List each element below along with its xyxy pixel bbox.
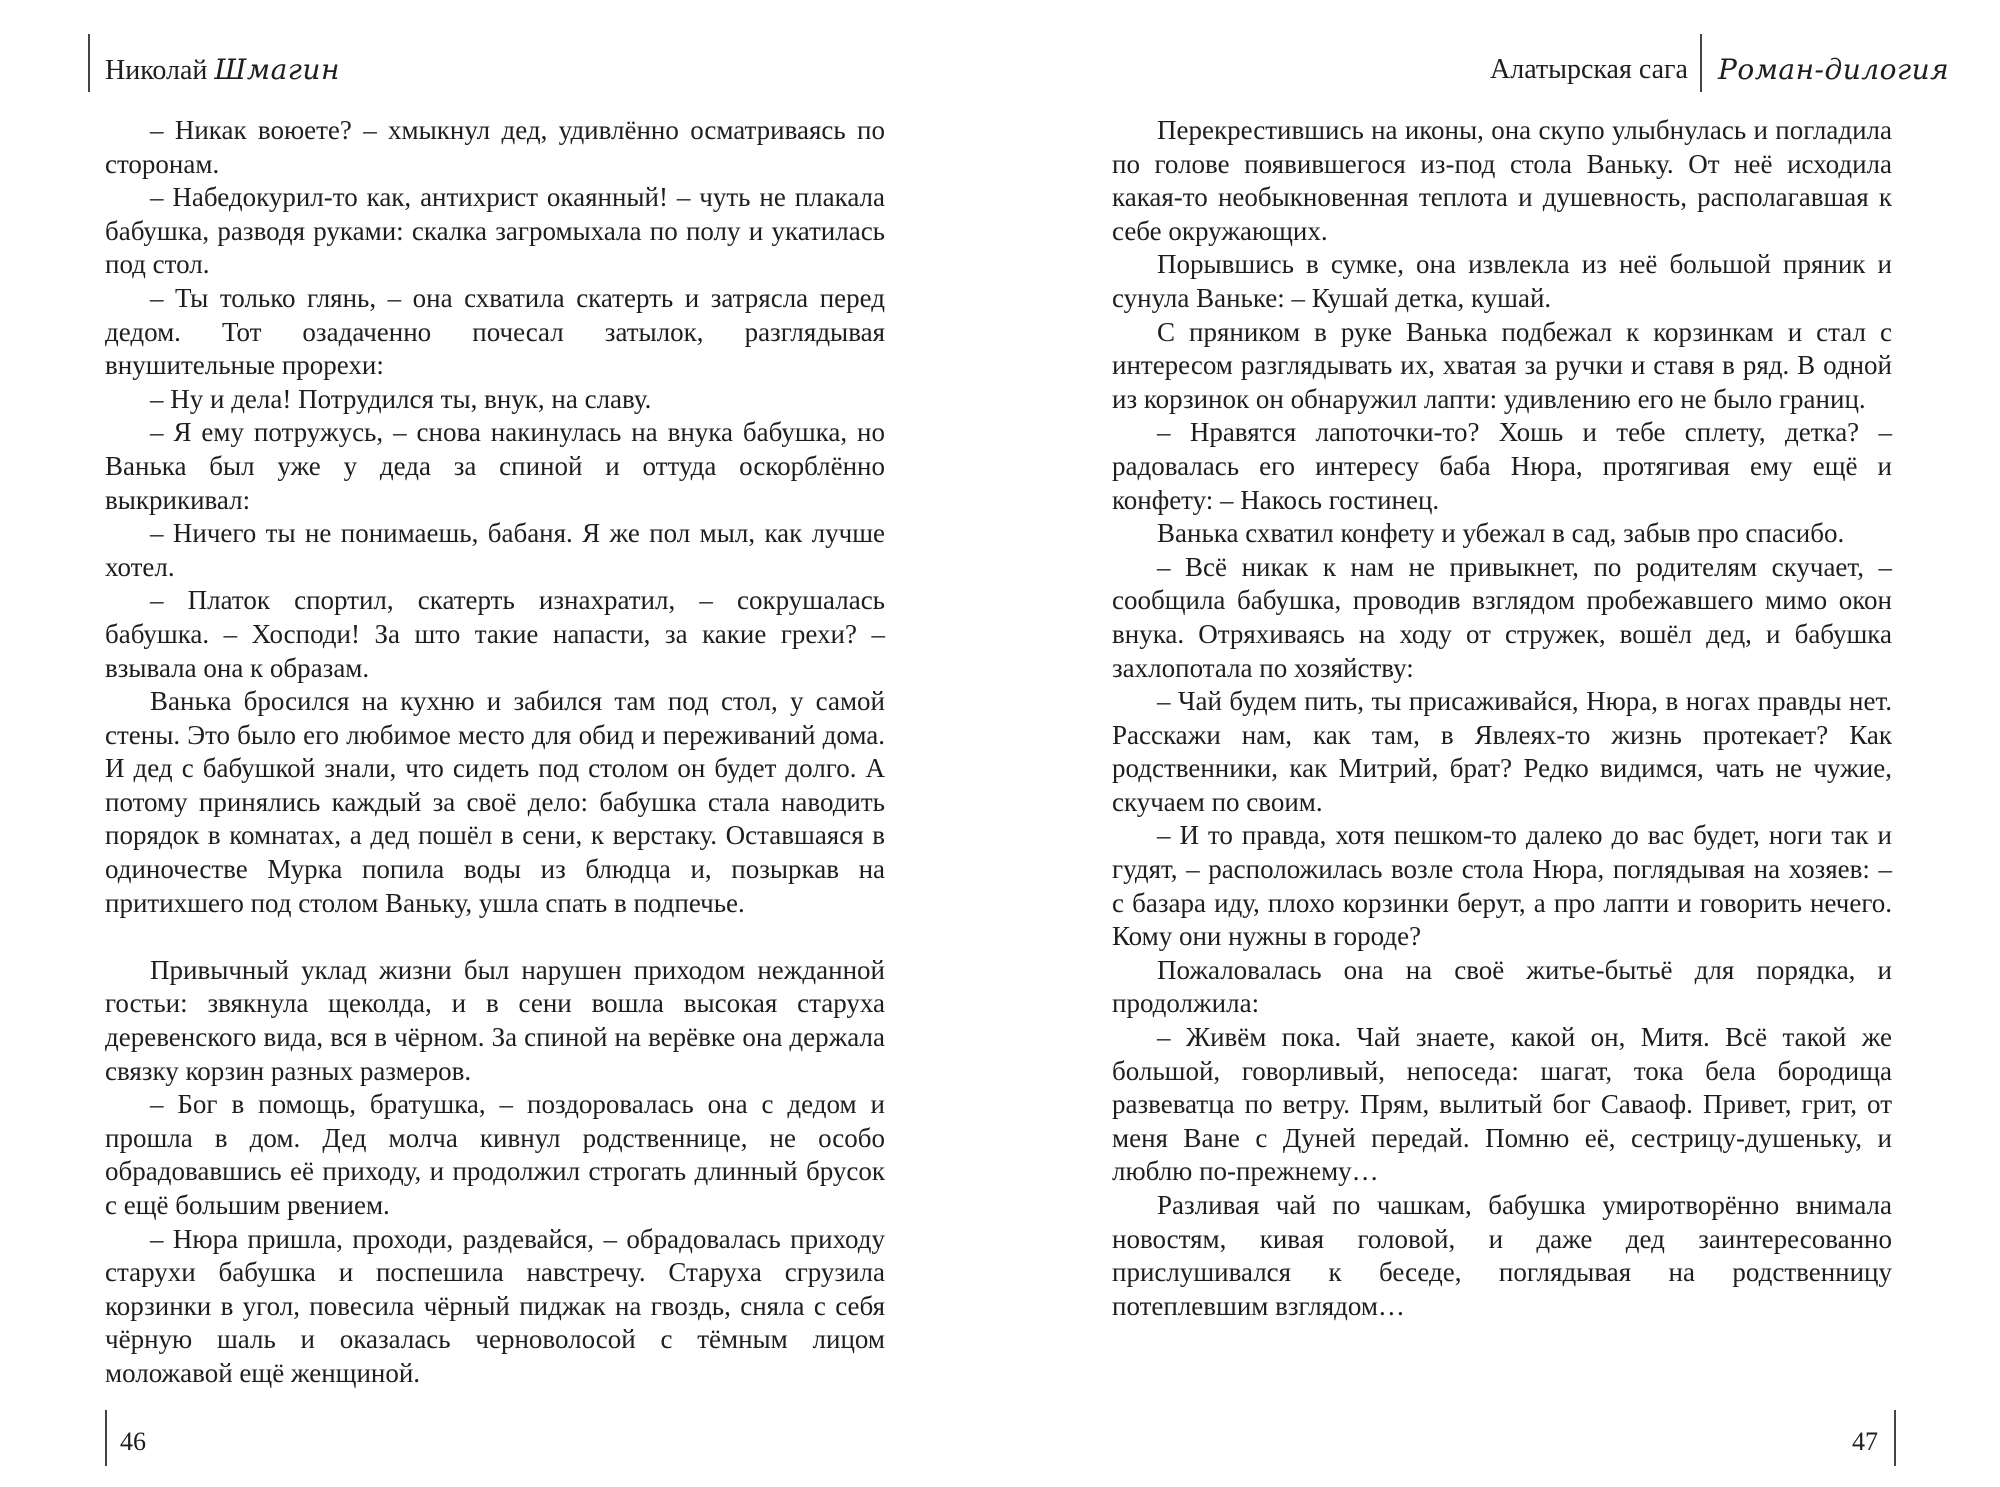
book-title: Алатырская сага <box>1490 54 1688 85</box>
paragraph: – И то правда, хотя пешком-то далеко до вас будет, ноги так и гудят, – расположилась возле стола Нюра, поглядывая на хозяев: – с базара иду, плохо корзинки берут, а про лапти и говорить нечего. Кому они нужны в городе? <box>1112 820 1892 952</box>
paragraph: С пряником в руке Ванька подбежал к корзинкам и стал с интересом разглядывать их, хватая за ручки и ставя в ряд. В одной из корзинок он обнаружил лапти: удивлению его не было границ. <box>1112 316 1892 414</box>
paragraph: – Ничего ты не понимаешь, бабаня. Я же пол мыл, как лучше хотел. <box>105 518 885 582</box>
paragraph: – Ну и дела! Потрудился ты, внук, на славу. <box>150 383 652 414</box>
paragraph: Разливая чай по чашкам, бабушка умиротворённо внимала новостям, кивая головой, и даже дед заинтересованно прислушивался к беседе, поглядывая на родственницу потеплевшим взглядом… <box>1112 1190 1892 1321</box>
left-page-text <box>105 114 885 1391</box>
page-number-rule <box>105 1410 107 1466</box>
paragraph: – Набедокурил-то как, антихрист окаянный! – чуть не плакала бабушка, разводя руками: скалка загромыхала по полу и укатилась под стол. <box>105 182 885 280</box>
paragraph: – Нюра пришла, проходи, раздевайся, – обрадовалась приходу старухи бабушка и поспешила навстречу. Старуха сгрузила корзинки в угол, повесила чёрный пиджак на гвоздь, сняла с себя чёрную шаль и оказалась черноволосой с тёмным лицом моложавой ещё женщиной. <box>105 1223 885 1388</box>
paragraph: – Платок спортил, скатерть изнахратил, – сокрушалась бабушка. – Хосподи! За што такие напасти, за какие грехи? – взывала она к образам. <box>105 585 885 683</box>
paragraph: Привычный уклад жизни был нарушен приходом нежданной гостьи: звякнула щеколда, и в сени вошла высокая старуха деревенского вида, вся в чёрном. За спиной на верёвке она держала связку корзин разных размеров. <box>105 954 885 1086</box>
author-last-name: Шмагин <box>214 53 340 86</box>
running-header-subtitle <box>1718 50 1949 91</box>
paragraph: – Нравятся лапоточки-то? Хошь и тебе сплету, детка? – радовалась его интересу баба Нюра, протягивая ему ещё и конфету: – Накось гостинец. <box>1112 417 1892 515</box>
right-page <box>1000 0 2000 1487</box>
paragraph: – Ты только глянь, – она схватила скатерть и затрясла перед дедом. Тот озадаченно почесал затылок, разглядывая внушительные прорехи: <box>105 282 885 381</box>
paragraph: – Чай будем пить, ты присаживайся, Нюра, в ногах правды нет. Расскажи нам, как там, в Явлеях-то жизнь протекает? Как родственники, как Митрий, брат? Редко видимся, чать не чужие, скучаем по своим. <box>1112 686 1892 817</box>
paragraph: – Живём пока. Чай знаете, какой он, Митя. Всё такой же большой, говорливый, непоседа: шагат, тока бела бородища развеватца по ветру. Прям, вылитый бог Саваоф. Привет, грит, от меня Ване с Дуней передай. Помню её, сестрицу-душеньку, и люблю по-прежнему… <box>1112 1022 1892 1187</box>
paragraph: Порывшись в сумке, она извлекла из неё большой пряник и сунула Ваньке: – Кушай детка, кушай. <box>1112 249 1892 313</box>
page-number: 46 <box>120 1427 146 1456</box>
paragraph: – Бог в помощь, братушка, – поздоровалась она с дедом и прошла в дом. Дед молча кивнул родственнице, не особо обрадовавшись её приходу, и продолжил строгать длинный брусок с ещё большим рвением. <box>105 1089 885 1220</box>
page-number: 47 <box>1852 1427 1878 1456</box>
header-rule <box>1700 34 1702 92</box>
paragraph: – Никак воюете? – хмыкнул дед, удивлённо осматриваясь по сторонам. <box>105 115 885 179</box>
header-rule <box>88 34 90 92</box>
running-header-author <box>105 50 340 91</box>
author-first-name: Николай <box>105 55 208 86</box>
paragraph: Пожаловалась она на своё житье-бытьё для порядка, и продолжила: <box>1112 954 1892 1019</box>
paragraph: Ванька схватил конфету и убежал в сад, забыв про спасибо. <box>1157 518 1845 549</box>
paragraph: – Я ему потружусь, – снова накинулась на внука бабушка, но Ванька был уже у деда за спиной и оттуда оскорблённо выкрикивал: <box>105 417 885 515</box>
paragraph: Перекрестившись на иконы, она скупо улыбнулась и погладила по голове появившегося из-под стола Ваньку. От неё исходила какая-то необыкновенная теплота и душевность, располагавшая к себе окружающих. <box>1112 115 1892 246</box>
book-subtitle: Роман-дилогия <box>1718 53 1950 86</box>
right-page-text <box>1112 114 1892 1323</box>
paragraph: Ванька бросился на кухню и забился там под стол, у самой стены. Это было его любимое место для обид и переживаний дома. И дед с бабушкой знали, что сидеть под столом он будет долго. А потому принялись каждый за своё дело: бабушка стала наводить порядок в комнатах, а дед пошёл в сени, к верстаку. Оставшаяся в одиночестве Мурка попила воды из блюдца и, позыркав на притихшего под столом Ваньку, ушла спать в подпечье. <box>105 686 885 918</box>
paragraph: – Всё никак к нам не привыкнет, по родителям скучает, – сообщила бабушка, проводив взглядом пробежавшего мимо окон внука. Отряхиваясь на ходу от стружек, вошёл дед, и бабушка захлопотала по хозяйству: <box>1112 551 1892 683</box>
page-number-rule <box>1894 1410 1896 1466</box>
running-header-title <box>1490 50 1688 90</box>
